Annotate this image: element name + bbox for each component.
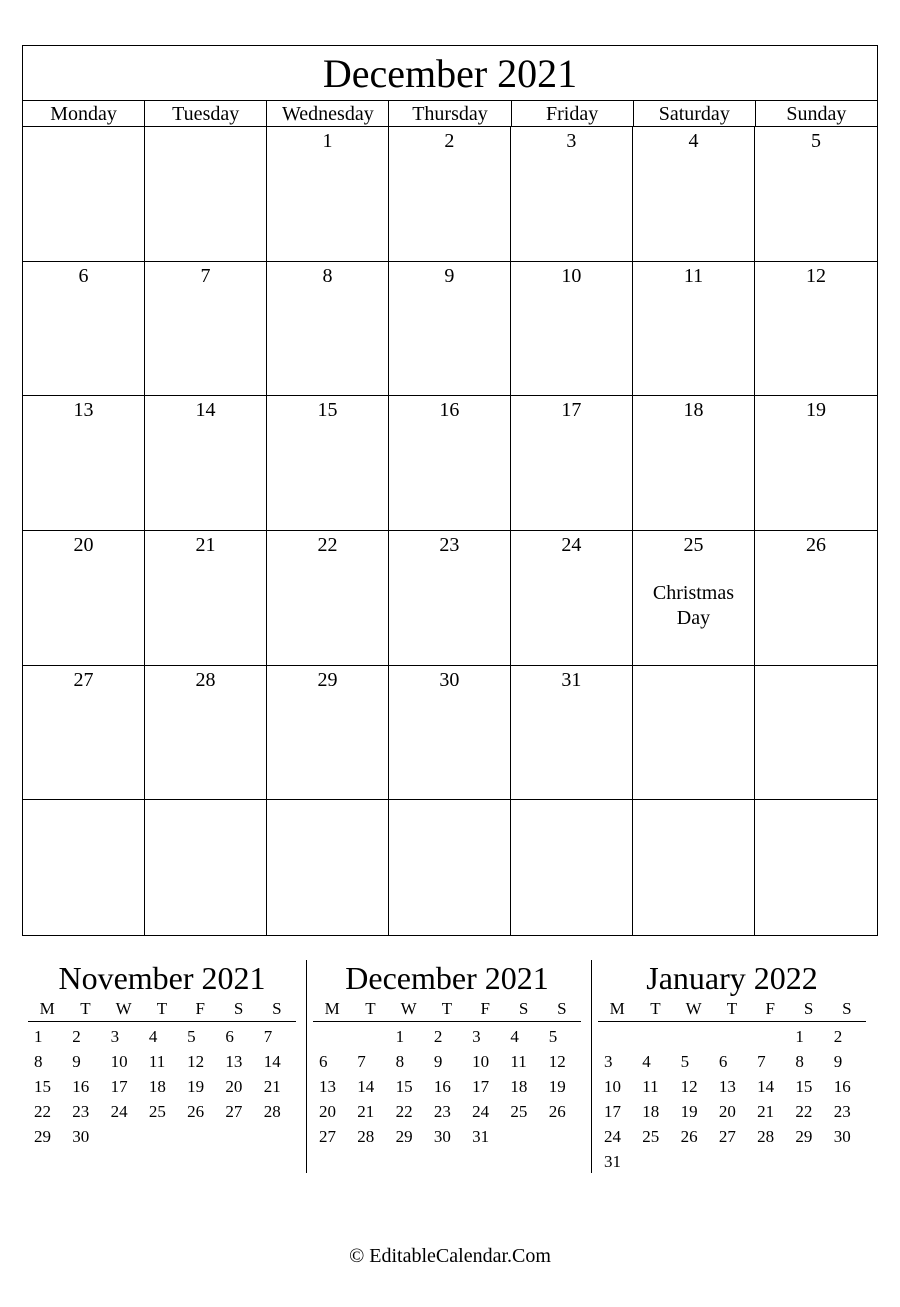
mini-day: 23 xyxy=(72,1102,90,1121)
mini-day: 21 xyxy=(263,1077,281,1096)
mini-blank xyxy=(313,1024,351,1049)
mini-day: 7 xyxy=(357,1052,366,1071)
day-number: 30 xyxy=(439,668,460,691)
day-cell xyxy=(633,127,755,262)
day-cell xyxy=(755,262,877,397)
mini-day: 31 xyxy=(604,1152,621,1171)
day-number xyxy=(633,666,754,668)
weekday-friday: Friday xyxy=(512,101,634,126)
day-cell xyxy=(23,396,145,531)
mini-day: 16 xyxy=(72,1077,90,1096)
mini-day: 7 xyxy=(757,1052,766,1071)
mini-day: 12 xyxy=(548,1052,566,1071)
mini-day: 27 xyxy=(319,1127,336,1146)
mini-day: 25 xyxy=(642,1127,660,1146)
mini-day: 15 xyxy=(395,1077,413,1096)
mini-weekday: F xyxy=(195,999,206,1018)
mini-day-grid xyxy=(28,1022,296,1149)
mini-day: 5 xyxy=(680,1052,690,1071)
mini-day: 27 xyxy=(225,1102,243,1121)
mini-day: 29 xyxy=(34,1127,51,1146)
day-cell xyxy=(511,531,633,666)
day-cell xyxy=(145,262,267,397)
mini-day: 1 xyxy=(395,1027,405,1046)
mini-blank xyxy=(675,1024,713,1049)
mini-divider xyxy=(306,960,307,1173)
day-number xyxy=(633,800,754,802)
day-number: 6 xyxy=(78,264,89,287)
day-number: 24 xyxy=(561,534,582,556)
mini-day: 18 xyxy=(510,1077,528,1096)
day-cell xyxy=(145,127,267,262)
mini-weekday: S xyxy=(518,999,529,1018)
mini-day: 2 xyxy=(433,1027,443,1046)
main-calendar xyxy=(22,45,878,936)
mini-day-grid xyxy=(598,1022,866,1174)
mini-calendar-december xyxy=(309,958,585,1149)
day-number: 22 xyxy=(317,534,338,556)
mini-calendar-january xyxy=(594,958,870,1174)
mini-blank xyxy=(713,1024,751,1049)
mini-day: 7 xyxy=(263,1027,273,1046)
mini-weekday: W xyxy=(685,999,702,1018)
mini-day: 8 xyxy=(795,1052,804,1071)
mini-day: 4 xyxy=(642,1052,651,1071)
day-number: 13 xyxy=(73,399,94,422)
day-cell xyxy=(389,127,511,262)
mini-weekday-row xyxy=(313,998,581,1022)
day-number xyxy=(23,127,144,129)
mini-weekday: S xyxy=(272,999,282,1018)
day-number: 14 xyxy=(195,399,216,422)
mini-day: 27 xyxy=(718,1127,736,1146)
day-cell xyxy=(267,127,389,262)
mini-day: 19 xyxy=(187,1077,205,1096)
day-grid xyxy=(23,127,877,935)
mini-day: 20 xyxy=(225,1077,243,1096)
day-cell xyxy=(145,396,267,531)
mini-day: 15 xyxy=(34,1077,51,1096)
mini-day: 10 xyxy=(604,1077,621,1096)
mini-divider xyxy=(591,960,592,1173)
mini-weekday: M xyxy=(39,999,55,1018)
day-number: 15 xyxy=(317,399,338,422)
mini-weekday: T xyxy=(650,999,661,1018)
day-number: 10 xyxy=(561,264,582,287)
mini-day: 12 xyxy=(187,1052,205,1071)
mini-day: 2 xyxy=(833,1027,843,1046)
day-number: 1 xyxy=(322,130,333,152)
mini-day: 17 xyxy=(110,1077,128,1096)
day-number: 28 xyxy=(195,668,216,691)
weekday-sunday: Sunday xyxy=(786,103,847,125)
mini-day: 21 xyxy=(757,1102,775,1121)
day-cell xyxy=(633,262,755,397)
weekday-wednesday: Wednesday xyxy=(267,101,389,126)
day-number xyxy=(755,666,877,668)
day-cell xyxy=(23,262,145,397)
day-cell xyxy=(145,800,267,935)
mini-weekday: W xyxy=(400,999,417,1018)
day-cell xyxy=(633,800,755,935)
day-cell xyxy=(755,396,877,531)
day-number: 27 xyxy=(73,668,94,691)
mini-day: 22 xyxy=(395,1102,413,1121)
day-cell xyxy=(511,800,633,935)
day-cell xyxy=(389,800,511,935)
mini-day: 25 xyxy=(510,1102,528,1121)
holiday-label: Christmas Day xyxy=(652,582,735,629)
mini-day: 6 xyxy=(225,1027,234,1046)
mini-calendar-title: January 2022 xyxy=(646,960,818,996)
mini-day: 26 xyxy=(680,1127,698,1146)
day-cell xyxy=(267,262,389,397)
day-cell xyxy=(755,800,877,935)
mini-weekday: S xyxy=(557,999,567,1018)
weekday-header-row xyxy=(23,101,877,127)
day-cell xyxy=(23,666,145,801)
day-number: 29 xyxy=(317,668,338,691)
mini-day: 8 xyxy=(395,1052,405,1071)
mini-day: 28 xyxy=(757,1127,775,1146)
day-cell xyxy=(267,396,389,531)
mini-day: 14 xyxy=(357,1077,375,1096)
day-number xyxy=(23,800,144,802)
day-number: 3 xyxy=(566,130,577,152)
mini-day: 17 xyxy=(472,1077,490,1096)
weekday-saturday: Saturday xyxy=(634,101,756,126)
day-cell xyxy=(389,396,511,531)
day-number: 16 xyxy=(439,399,460,422)
mini-day: 29 xyxy=(395,1127,413,1146)
mini-day: 23 xyxy=(833,1102,851,1121)
mini-day: 4 xyxy=(148,1027,158,1046)
day-number: 2 xyxy=(444,130,455,152)
mini-weekday: F xyxy=(480,999,491,1018)
mini-day: 30 xyxy=(833,1127,851,1146)
day-number: 5 xyxy=(811,130,821,152)
day-number: 25 xyxy=(683,534,704,556)
mini-day: 24 xyxy=(472,1102,490,1121)
mini-day: 2 xyxy=(72,1027,81,1046)
day-cell xyxy=(633,396,755,531)
day-cell xyxy=(389,531,511,666)
mini-weekday-row xyxy=(28,998,296,1022)
mini-weekday: T xyxy=(156,999,168,1018)
day-number: 31 xyxy=(561,668,582,691)
day-cell xyxy=(511,666,633,801)
mini-calendar-title: December 2021 xyxy=(345,960,549,996)
mini-day: 21 xyxy=(357,1102,375,1121)
mini-day: 28 xyxy=(357,1127,375,1146)
day-cell xyxy=(23,800,145,935)
weekday-monday: Monday xyxy=(23,101,145,126)
day-cell xyxy=(23,127,145,262)
mini-weekday: T xyxy=(726,999,738,1018)
mini-day: 18 xyxy=(642,1102,660,1121)
mini-weekday: T xyxy=(80,999,91,1018)
day-number: 20 xyxy=(73,534,94,556)
mini-day: 5 xyxy=(187,1027,196,1046)
mini-day: 29 xyxy=(795,1127,813,1146)
mini-calendar-title: November 2021 xyxy=(58,960,266,996)
mini-day-grid xyxy=(313,1022,581,1149)
day-number xyxy=(511,800,632,802)
mini-day: 12 xyxy=(680,1077,698,1096)
day-number: 17 xyxy=(561,399,582,422)
footer-copyright: © EditableCalendar.Com xyxy=(349,1245,551,1267)
day-cell xyxy=(267,800,389,935)
day-number: 7 xyxy=(200,264,211,287)
mini-day: 23 xyxy=(433,1102,451,1121)
mini-day: 24 xyxy=(604,1127,621,1146)
mini-blank xyxy=(751,1024,789,1049)
mini-weekday: T xyxy=(365,999,376,1018)
mini-day: 22 xyxy=(34,1102,51,1121)
day-cell xyxy=(633,531,755,666)
day-number: 4 xyxy=(688,130,699,152)
mini-day: 3 xyxy=(472,1027,481,1046)
mini-day: 14 xyxy=(263,1052,281,1071)
day-cell xyxy=(267,531,389,666)
mini-weekday: S xyxy=(842,999,852,1018)
day-number: 8 xyxy=(322,264,333,287)
day-number xyxy=(267,800,388,802)
day-cell xyxy=(511,127,633,262)
mini-day: 20 xyxy=(319,1102,336,1121)
mini-day: 1 xyxy=(795,1027,804,1046)
mini-day: 26 xyxy=(187,1102,205,1121)
day-cell xyxy=(511,396,633,531)
mini-day: 8 xyxy=(34,1052,43,1071)
day-number: 11 xyxy=(683,264,704,287)
day-cell xyxy=(511,262,633,397)
day-cell xyxy=(145,666,267,801)
mini-day: 13 xyxy=(319,1077,336,1096)
mini-weekday: W xyxy=(115,999,132,1018)
day-number: 18 xyxy=(683,399,704,422)
weekday-tuesday: Tuesday xyxy=(145,101,267,126)
mini-day: 31 xyxy=(472,1127,490,1146)
mini-day: 10 xyxy=(110,1052,128,1071)
mini-day: 11 xyxy=(148,1052,166,1071)
day-number: 9 xyxy=(444,264,455,287)
day-cell xyxy=(755,127,877,262)
mini-weekday: M xyxy=(609,999,625,1018)
mini-weekday: M xyxy=(324,999,340,1018)
day-cell xyxy=(267,666,389,801)
mini-weekday: F xyxy=(765,999,776,1018)
mini-day: 9 xyxy=(72,1052,81,1071)
mini-day: 13 xyxy=(718,1077,736,1096)
mini-day: 17 xyxy=(604,1102,621,1121)
day-number xyxy=(755,800,877,802)
day-number xyxy=(389,800,510,802)
mini-day: 28 xyxy=(263,1102,281,1121)
mini-calendar-november xyxy=(24,958,300,1149)
mini-day: 5 xyxy=(548,1027,558,1046)
mini-weekday: S xyxy=(803,999,814,1018)
mini-blank xyxy=(636,1024,674,1049)
mini-day: 14 xyxy=(757,1077,775,1096)
day-cell xyxy=(633,666,755,801)
main-calendar-title: December 2021 xyxy=(23,46,877,101)
mini-day: 16 xyxy=(833,1077,851,1096)
mini-day: 20 xyxy=(718,1102,736,1121)
mini-day: 15 xyxy=(795,1077,813,1096)
day-cell xyxy=(389,666,511,801)
mini-weekday: T xyxy=(441,999,453,1018)
mini-weekday-row xyxy=(598,998,866,1022)
mini-day: 11 xyxy=(510,1052,527,1071)
day-number: 21 xyxy=(195,534,216,556)
day-number: 12 xyxy=(806,264,826,287)
mini-day: 25 xyxy=(148,1102,166,1121)
mini-day: 6 xyxy=(319,1052,328,1071)
mini-day: 11 xyxy=(642,1077,659,1096)
mini-day: 6 xyxy=(718,1052,728,1071)
day-cell xyxy=(145,531,267,666)
mini-day: 4 xyxy=(510,1027,519,1046)
weekday-thursday: Thursday xyxy=(389,101,511,126)
mini-day: 19 xyxy=(548,1077,566,1096)
mini-day: 16 xyxy=(433,1077,451,1096)
mini-day: 30 xyxy=(72,1127,90,1146)
mini-day: 13 xyxy=(225,1052,243,1071)
mini-day: 10 xyxy=(472,1052,490,1071)
day-cell xyxy=(389,262,511,397)
day-number: 19 xyxy=(806,399,826,422)
day-number: 23 xyxy=(439,534,460,556)
mini-day: 30 xyxy=(433,1127,451,1146)
day-cell xyxy=(755,531,877,666)
mini-day: 9 xyxy=(833,1052,843,1071)
mini-day: 18 xyxy=(148,1077,166,1096)
day-number: 26 xyxy=(806,534,826,556)
mini-day: 9 xyxy=(433,1052,443,1071)
mini-blank xyxy=(351,1024,389,1049)
mini-day: 22 xyxy=(795,1102,813,1121)
mini-day: 1 xyxy=(34,1027,43,1046)
mini-day: 3 xyxy=(604,1052,613,1071)
day-cell xyxy=(755,666,877,801)
mini-weekday: S xyxy=(233,999,244,1018)
mini-day: 19 xyxy=(680,1102,698,1121)
mini-day: 3 xyxy=(110,1027,120,1046)
mini-blank xyxy=(598,1024,636,1049)
day-number xyxy=(145,127,266,129)
day-cell xyxy=(23,531,145,666)
mini-day: 24 xyxy=(110,1102,128,1121)
day-number xyxy=(145,800,266,802)
mini-day: 26 xyxy=(548,1102,566,1121)
